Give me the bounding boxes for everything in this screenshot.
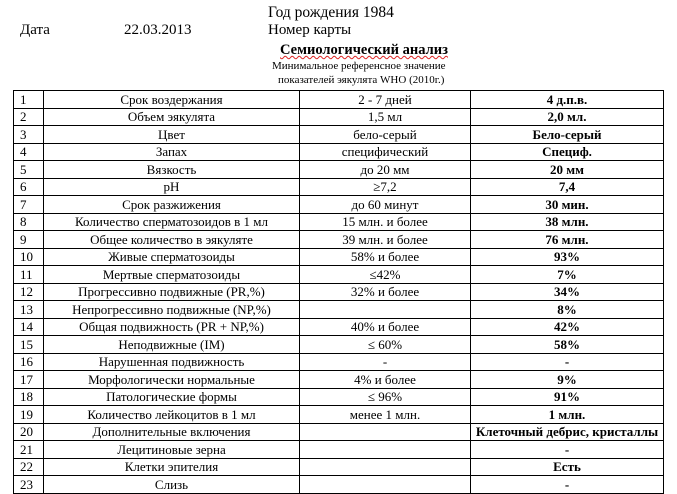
row-number-cell: 15 [14,336,44,354]
parameter-name-cell: Неподвижные (IM) [44,336,300,354]
birth-year: Год рождения 1984 [268,4,394,21]
reference-value-cell: 2 - 7 дней [300,91,471,109]
result-value-cell: 58% [471,336,664,354]
reference-value-cell: специфический [300,143,471,161]
table-row [14,423,664,441]
row-number-cell: 8 [14,213,44,231]
reference-value-cell [300,423,471,441]
parameter-name-cell: Мертвые сперматозоиды [44,266,300,284]
row-number-cell: 13 [14,301,44,319]
table-row [14,283,664,301]
table-row [14,143,664,161]
result-value-cell: 76 млн. [471,231,664,249]
reference-value-cell [300,476,471,494]
parameter-name-cell: Морфологически нормальные [44,371,300,389]
table-row [14,126,664,144]
reference-value-cell: ≤42% [300,266,471,284]
table-row [14,231,664,249]
table-row [14,476,664,494]
row-number-cell: 3 [14,126,44,144]
reference-value-cell: 58% и более [300,248,471,266]
row-number-cell: 14 [14,318,44,336]
result-value-cell: 7% [471,266,664,284]
parameter-name-cell: Срок воздержания [44,91,300,109]
reference-caption-line1: Минимальное референсное значение [272,60,446,72]
parameter-name-cell: Количество лейкоцитов в 1 мл [44,406,300,424]
parameter-name-cell: Срок разжижения [44,196,300,214]
table-row [14,248,664,266]
parameter-name-cell: Цвет [44,126,300,144]
parameter-name-cell: Слизь [44,476,300,494]
table-row [14,178,664,196]
parameter-name-cell: Клетки эпителия [44,458,300,476]
row-number-cell: 18 [14,388,44,406]
row-number-cell: 6 [14,178,44,196]
result-value-cell: 7,4 [471,178,664,196]
table-row [14,161,664,179]
table-row [14,388,664,406]
row-number-cell: 1 [14,91,44,109]
reference-value-cell: ≥7,2 [300,178,471,196]
result-value-cell: - [471,441,664,459]
table-row [14,196,664,214]
result-value-cell: Клеточный дебрис, кристаллы [471,423,664,441]
row-number-cell: 23 [14,476,44,494]
reference-value-cell [300,301,471,319]
parameter-name-cell: pH [44,178,300,196]
result-value-cell: 42% [471,318,664,336]
reference-value-cell [300,458,471,476]
row-number-cell: 5 [14,161,44,179]
date-value: 22.03.2013 [124,22,192,38]
date-label: Дата [20,22,50,38]
result-value-cell: 9% [471,371,664,389]
reference-value-cell: до 20 мм [300,161,471,179]
result-value-cell: 8% [471,301,664,319]
result-value-cell: - [471,476,664,494]
reference-value-cell: менее 1 млн. [300,406,471,424]
row-number-cell: 21 [14,441,44,459]
row-number-cell: 7 [14,196,44,214]
result-value-cell: 1 млн. [471,406,664,424]
row-number-cell: 19 [14,406,44,424]
result-value-cell: 30 мин. [471,196,664,214]
reference-value-cell: 4% и более [300,371,471,389]
card-number-label: Номер карты [268,22,352,38]
table-row [14,441,664,459]
reference-value-cell: ≤ 60% [300,336,471,354]
result-value-cell: - [471,353,664,371]
table-row [14,406,664,424]
result-value-cell: 38 млн. [471,213,664,231]
result-value-cell: Специф. [471,143,664,161]
table-row [14,266,664,284]
table-row [14,336,664,354]
table-row [14,318,664,336]
page-title: Семиологический анализ [280,42,448,58]
parameter-name-cell: Лецитиновые зерна [44,441,300,459]
reference-value-cell: 40% и более [300,318,471,336]
parameter-name-cell: Количество сперматозоидов в 1 мл [44,213,300,231]
parameter-name-cell: Живые сперматозоиды [44,248,300,266]
table-row [14,301,664,319]
result-value-cell: Бело-серый [471,126,664,144]
parameter-name-cell: Непрогрессивно подвижные (NP,%) [44,301,300,319]
parameter-name-cell: Вязкость [44,161,300,179]
parameter-name-cell: Общая подвижность (PR + NP,%) [44,318,300,336]
row-number-cell: 4 [14,143,44,161]
result-value-cell: 34% [471,283,664,301]
semen-analysis-table [13,90,664,494]
parameter-name-cell: Нарушенная подвижность [44,353,300,371]
reference-value-cell: до 60 минут [300,196,471,214]
reference-value-cell: бело-серый [300,126,471,144]
row-number-cell: 12 [14,283,44,301]
table-row [14,353,664,371]
result-value-cell: 93% [471,248,664,266]
table-row [14,458,664,476]
parameter-name-cell: Патологические формы [44,388,300,406]
result-value-cell: 20 мм [471,161,664,179]
reference-caption-line2: показателей эякулята WHO (2010г.) [278,74,445,86]
table-row [14,91,664,109]
result-value-cell: Есть [471,458,664,476]
parameter-name-cell: Объем эякулята [44,108,300,126]
row-number-cell: 10 [14,248,44,266]
reference-value-cell: 1,5 мл [300,108,471,126]
parameter-name-cell: Прогрессивно подвижные (PR,%) [44,283,300,301]
result-value-cell: 2,0 мл. [471,108,664,126]
result-value-cell: 4 д.п.в. [471,91,664,109]
row-number-cell: 16 [14,353,44,371]
reference-value-cell: 39 млн. и более [300,231,471,249]
parameter-name-cell: Запах [44,143,300,161]
table-row [14,213,664,231]
reference-value-cell: - [300,353,471,371]
row-number-cell: 22 [14,458,44,476]
result-value-cell: 91% [471,388,664,406]
parameter-name-cell: Дополнительные включения [44,423,300,441]
table-row [14,371,664,389]
reference-value-cell: 32% и более [300,283,471,301]
table-row [14,108,664,126]
row-number-cell: 11 [14,266,44,284]
reference-value-cell: ≤ 96% [300,388,471,406]
reference-value-cell [300,441,471,459]
row-number-cell: 17 [14,371,44,389]
parameter-name-cell: Общее количество в эякуляте [44,231,300,249]
row-number-cell: 2 [14,108,44,126]
row-number-cell: 20 [14,423,44,441]
row-number-cell: 9 [14,231,44,249]
reference-value-cell: 15 млн. и более [300,213,471,231]
